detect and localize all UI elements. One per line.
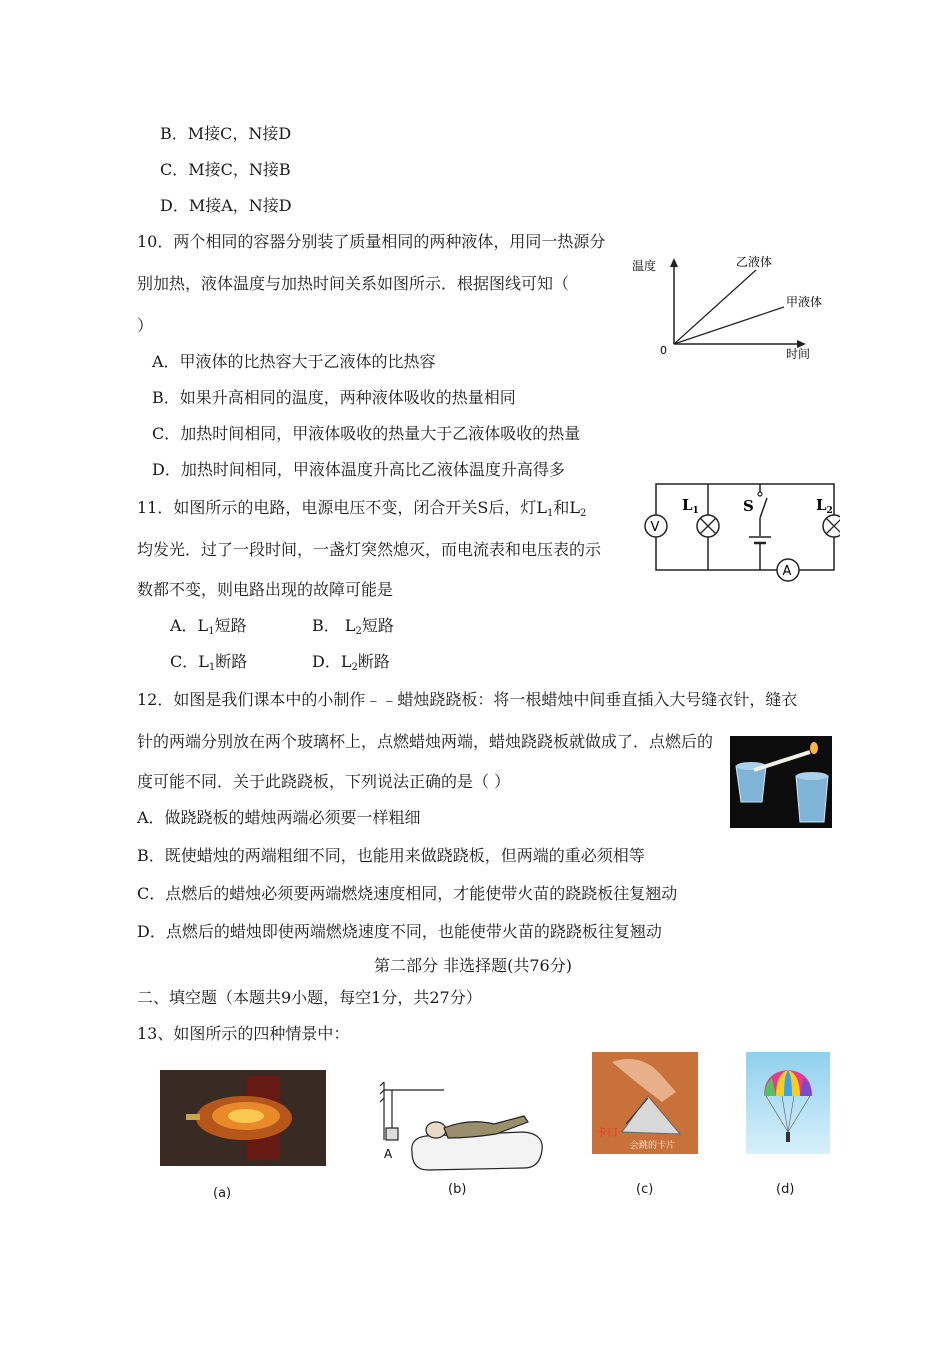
figure-c-note: 会跳的卡片 (630, 1141, 676, 1151)
caption-a: (a) (213, 1186, 232, 1201)
q13-figure-a (160, 1070, 326, 1166)
parachutist-icon (786, 1132, 790, 1142)
q9-option-c: C．M接C，N接B (160, 160, 291, 179)
q10-temperature-graph (628, 250, 838, 365)
q10-option-d: D．加热时间相同，甲液体温度升高比乙液体温度升高得多 (152, 460, 565, 479)
graph-label-jia: 甲液体 (786, 295, 823, 309)
q12-option-a: A．做跷跷板的蜡烛两端必须要一样粗细 (137, 808, 421, 827)
graph-line-yi (674, 270, 756, 344)
switch-label: S (743, 497, 754, 515)
graph-ylabel: 温度 (632, 259, 657, 273)
caption-d: (d) (776, 1182, 795, 1197)
glass-left-icon (736, 766, 766, 802)
q12-option-c: C．点燃后的蜡烛必须要两端燃烧速度相同，才能使带火苗的跷跷板往复翘动 (137, 884, 678, 903)
caption-c: (c) (636, 1182, 654, 1197)
q12-stem-line2: 针的两端分别放在两个玻璃杯上，点燃蜡烛两端，蜡烛跷跷板就做成了．点燃后的 (137, 732, 714, 751)
q13-stem: 13、如图所示的四种情景中： (137, 1024, 350, 1043)
lamp-l2-label: $L_2$ (816, 496, 833, 516)
q11-option-d: D．$L_2$断路 (312, 652, 390, 673)
q12-option-b: B．既使蜡烛的两端粗细不同，也能用来做跷跷板，但两端的重必须相等 (137, 846, 645, 865)
q12-candle-seesaw-photo (730, 736, 832, 828)
graph-origin: 0 (660, 344, 667, 357)
q13-figure-b (374, 1078, 554, 1174)
caption-b: (b) (448, 1182, 467, 1197)
q11-stem-line3: 数都不变，则电路出现的故障可能是 (137, 580, 394, 599)
figure-c-label: 卡口 (596, 1126, 618, 1139)
q10-option-c: C．加热时间相同，甲液体吸收的热量大于乙液体吸收的热量 (152, 424, 581, 443)
graph-xlabel: 时间 (786, 347, 811, 361)
graph-line-jia (674, 307, 784, 344)
flame-icon (810, 742, 818, 754)
ammeter-label: A (782, 564, 792, 579)
q11-circuit-diagram (636, 478, 840, 586)
q11-stem-line2: 均发光．过了一段时间，一盏灯突然熄灭，而电流表和电压表的示 (137, 540, 602, 559)
q11-stem-line1: 11．如图所示的电路，电源电压不变，闭合开关S后，灯$L_1$和$L_2$ (137, 498, 587, 519)
figure-b-label: A (384, 1147, 393, 1161)
q10-stem-line1: 10．两个相同的容器分别装了质量相同的两种液体，用同一热源分 (137, 232, 606, 251)
q10-option-b: B．如果升高相同的温度，两种液体吸收的热量相同 (152, 388, 516, 407)
graph-y-arrow-icon (670, 258, 678, 267)
q11-option-c: C．$L_1$断路 (170, 652, 248, 673)
part2-heading: 第二部分 非选择题(共76分) (374, 956, 572, 975)
q11-option-a: A．$L_1$短路 (170, 616, 247, 637)
q10-stem-line2: 别加热，液体温度与加热时间关系如图所示．根据图线可知（ (137, 274, 570, 293)
voltmeter-label: V (650, 520, 660, 535)
glass-right-icon (796, 776, 828, 822)
q9-option-b: B．M接C，N接D (160, 124, 292, 143)
lamp-l2-icon (823, 515, 840, 537)
q11-option-b: B． $L_2$短路 (312, 616, 394, 637)
q12-option-d: D．点燃后的蜡烛即使两端燃烧速度不同，也能使带火苗的跷跷板往复翘动 (137, 922, 662, 941)
weight-icon (386, 1128, 398, 1140)
person-head-icon (426, 1122, 446, 1138)
q12-stem-line3: 度可能不同．关于此跷跷板，下列说法正确的是（ ） (137, 772, 511, 791)
q10-stem-line3: ） (137, 316, 154, 335)
graph-label-yi: 乙液体 (736, 255, 773, 269)
lamp-l1-label: $L_1$ (682, 496, 699, 516)
q9-option-d: D．M接A，N接D (160, 196, 292, 215)
bullet-icon (186, 1114, 200, 1120)
q13-figure-c (592, 1052, 698, 1154)
q13-figure-d (746, 1052, 830, 1154)
q12-stem-line1: 12．如图是我们课本中的小制作﹣﹣蜡烛跷跷板：将一根蜡烛中间垂直插入大号缝衣针，缝衣 (137, 690, 798, 709)
section-fill-in-heading: 二、填空题（本题共9小题，每空1分，共27分） (137, 988, 482, 1007)
q10-option-a: A．甲液体的比热容大于乙液体的比热容 (152, 352, 436, 371)
